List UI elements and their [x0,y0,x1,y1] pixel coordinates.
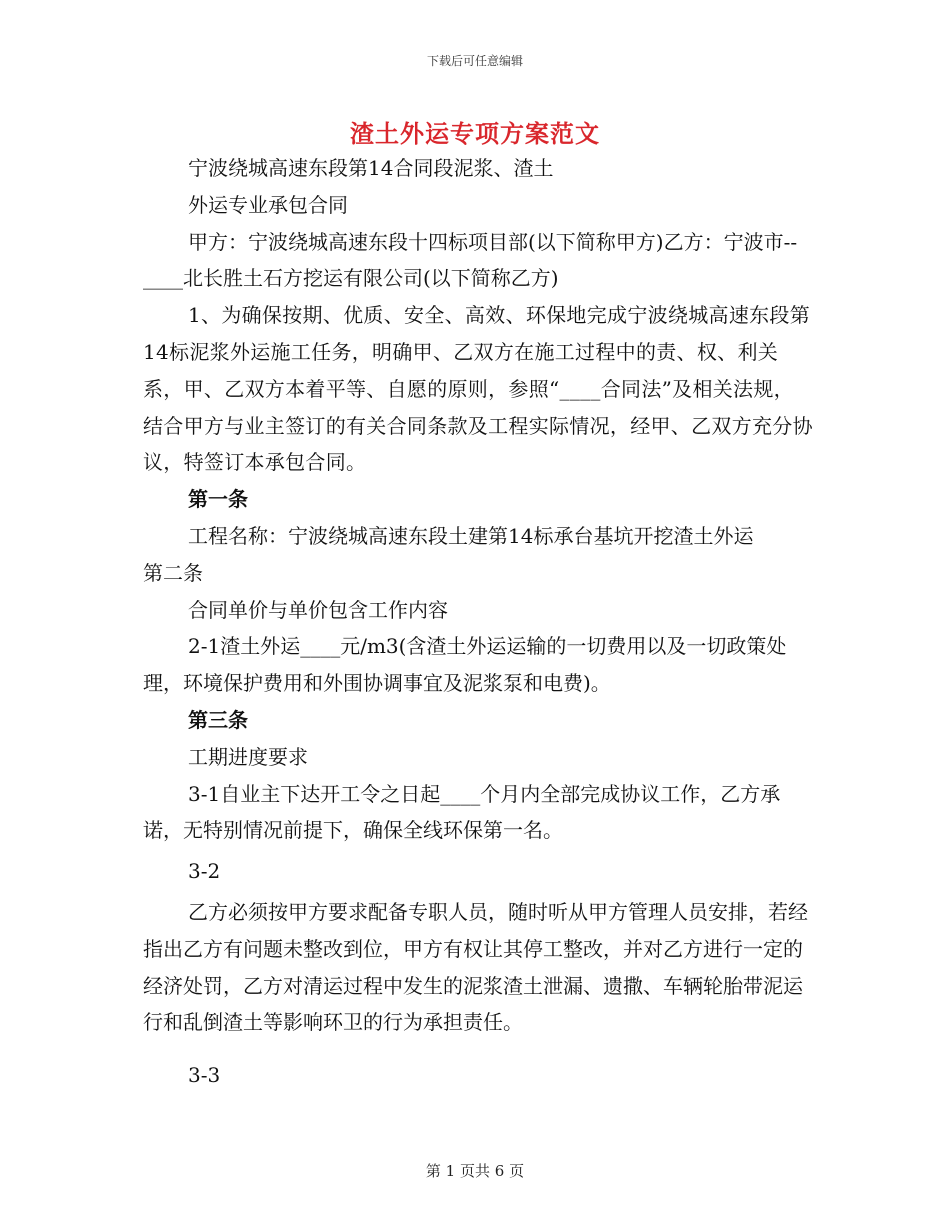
paragraph-project-name: 工程名称：宁波绕城高速东段土建第14标承台基坑开挖渣土外运 [188,523,754,548]
article-2-heading: 第二条 [143,560,203,585]
paragraph-schedule-title: 工期进度要求 [188,744,308,769]
header-note: 下载后可任意编辑 [426,54,523,68]
paragraph-3-3-label: 3-3 [188,1063,221,1088]
paragraph-parties: 甲方：宁波绕城高速东段十四标项目部(以下简称甲方)乙方：宁波市--____北长胜土石方挖运有限公司(以下简称乙方) [143,229,798,291]
paragraph-clause-1: 1、为确保按期、优质、安全、高效、环保地完成宁波绕城高速东段第14标泥浆外运施工任务，明确甲、乙双方在施工过程中的责、权、利关系，甲、乙双方本着平等、自愿的原则，参照“____合同法”及相关法规，结合甲方与业主签订的有关合同条款及工程实际情况，经甲、乙双方充分协议，特签订本承包合同。 [143,303,813,475]
paragraph-contract-name: 外运专业承包合同 [188,192,348,217]
article-1-heading: 第一条 [188,487,248,512]
document-title: 渣土外运专项方案范文 [350,120,600,148]
paragraph-3-2-label: 3-2 [188,859,221,884]
document-body [143,150,813,1094]
paragraph-3-2-body: 乙方必须按甲方要求配备专职人员，随时听从甲方管理人员安排，若经指出乙方有问题未整改到位，甲方有权让其停工整改，并对乙方进行一定的经济处罚，乙方对清运过程中发生的泥浆渣土泄漏、遗撒、车辆轮胎带泥运行和乱倒渣土等影响环卫的行为承担责任。 [143,899,808,1035]
page-footer: 第 1 页共 6 页 [425,1162,525,1180]
paragraph-2-1: 2-1渣土外运____元/m3(含渣土外运运输的一切费用以及一切政策处理，环境保护费用和外围协调事宜及泥浆泵和电费)。 [143,634,787,696]
paragraph-unit-price-title: 合同单价与单价包含工作内容 [188,597,448,622]
paragraph-3-1: 3-1自业主下达开工令之日起____个月内全部完成协议工作，乙方承诺，无特别情况前提下，确保全线环保第一名。 [143,781,781,843]
paragraph-project-line1: 宁波绕城高速东段第14合同段泥浆、渣土 [188,156,554,180]
article-3-heading: 第三条 [188,707,248,732]
